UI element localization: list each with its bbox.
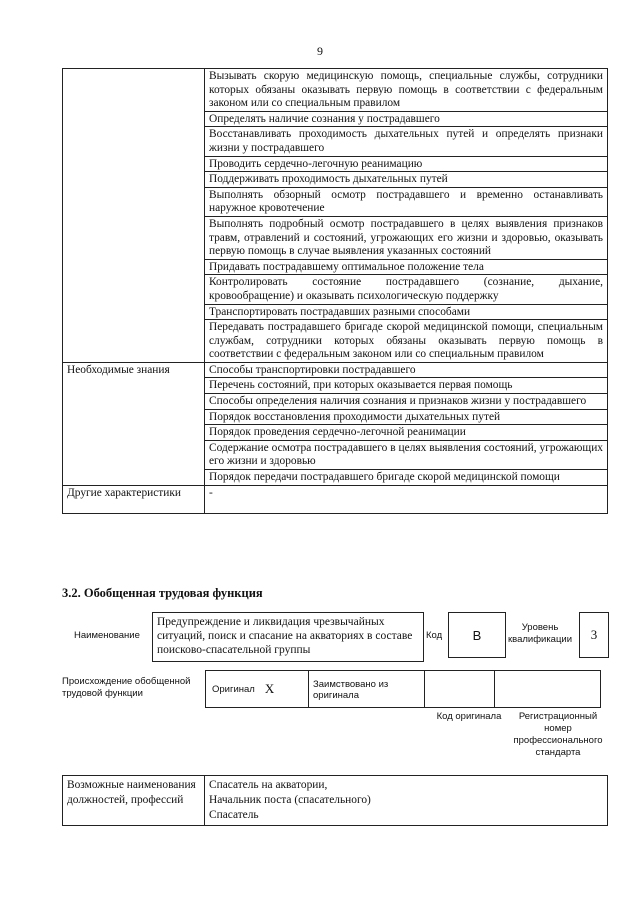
table-row (63, 69, 608, 112)
table-cell: Способы транспортировки пострадавшего (205, 362, 608, 378)
table-cell: Проводить сердечно-легочную реанимацию (205, 156, 608, 172)
table-cell: Выполнять подробный осмотр пострадавшего в целях выявления признаков травм, отравлений и состояний, угрожающих его жизни и здоровью, оказывать первую помощь в случае выявления указанных состояний (205, 216, 608, 259)
origin-row (205, 670, 601, 708)
table-cell: Способы определения наличия сознания и признаков жизни у пострадавшего (205, 394, 608, 410)
position-item: Спасатель (209, 809, 259, 821)
code-original-cell (425, 671, 495, 707)
table-cell: Контролировать состояние пострадавшего (сознание, дыхание, кровообращение) и оказывать психологическую поддержку (205, 275, 608, 304)
table-cell: Восстанавливать проходимость дыхательных путей и определять признаки жизни у пострадавшего (205, 127, 608, 156)
original-mark: X (264, 681, 275, 696)
skills-knowledge-table (62, 68, 608, 514)
reg-number-label: Регистрационный номер профессионального стандарта (513, 711, 603, 758)
original-cell (206, 671, 309, 707)
name-label: Наименование (74, 630, 140, 641)
reg-number-cell (495, 671, 600, 707)
table-row (63, 485, 608, 513)
table-cell: Транспортировать пострадавших разными способами (205, 304, 608, 320)
position-item: Спасатель на акватории, (209, 779, 328, 791)
table-cell: Вызывать скорую медицинскую помощь, специальные службы, сотрудники которых обязаны оказывать первую помощь в соответствии с федеральным законом или со специальным правилом (205, 69, 608, 112)
level-box: 3 (579, 612, 609, 658)
positions-list (205, 776, 608, 826)
row-group-label (63, 69, 205, 363)
section-title: 3.2. Обобщенная трудовая функция (62, 586, 263, 600)
function-name-box: Предупреждение и ликвидация чрезвычайных ситуаций, поиск и спасание на акваториях в составе поисково-спасательной группы (152, 612, 424, 662)
row-group-label: Другие характеристики (63, 485, 205, 513)
table-cell: Содержание осмотра пострадавшего в целях выявления состояний, угрожающих его жизни и здоровью (205, 440, 608, 469)
code-label: Код (426, 630, 443, 641)
level-label: Уровень квалификации (507, 622, 573, 645)
table-cell: Порядок передачи пострадавшего бригаде скорой медицинской помощи (205, 470, 608, 486)
position-item: Начальник поста (спасательного) (209, 794, 371, 806)
code-box: B (448, 612, 506, 658)
positions-table (62, 775, 608, 826)
original-label: Оригинал (212, 683, 255, 695)
page-number: 9 (317, 44, 323, 58)
table-cell: Придавать пострадавшему оптимальное положение тела (205, 259, 608, 275)
positions-row (63, 776, 608, 826)
table-cell: - (205, 485, 608, 513)
table-cell: Порядок восстановления проходимости дыхательных путей (205, 409, 608, 425)
table-cell: Передавать пострадавшего бригаде скорой медицинской помощи, специальным службам, сотрудники которых обязаны оказывать первую помощь в соответствии с федеральным законом или со специальным правилом (205, 320, 608, 363)
table-row (63, 362, 608, 378)
row-group-label: Необходимые знания (63, 362, 205, 485)
code-original-label: Код оригинала (436, 711, 502, 722)
positions-label: Возможные наименования должностей, профессий (63, 776, 205, 826)
origin-label: Происхождение обобщенной трудовой функции (62, 676, 191, 699)
borrowed-cell: Заимствовано из оригинала (309, 671, 425, 707)
table-cell: Перечень состояний, при которых оказывается первая помощь (205, 378, 608, 394)
table-cell: Определять наличие сознания у пострадавшего (205, 111, 608, 127)
table-cell: Порядок проведения сердечно-легочной реанимации (205, 425, 608, 441)
table-cell: Выполнять обзорный осмотр пострадавшего и временно останавливать наружное кровотечение (205, 187, 608, 216)
table-cell: Поддерживать проходимость дыхательных путей (205, 172, 608, 188)
